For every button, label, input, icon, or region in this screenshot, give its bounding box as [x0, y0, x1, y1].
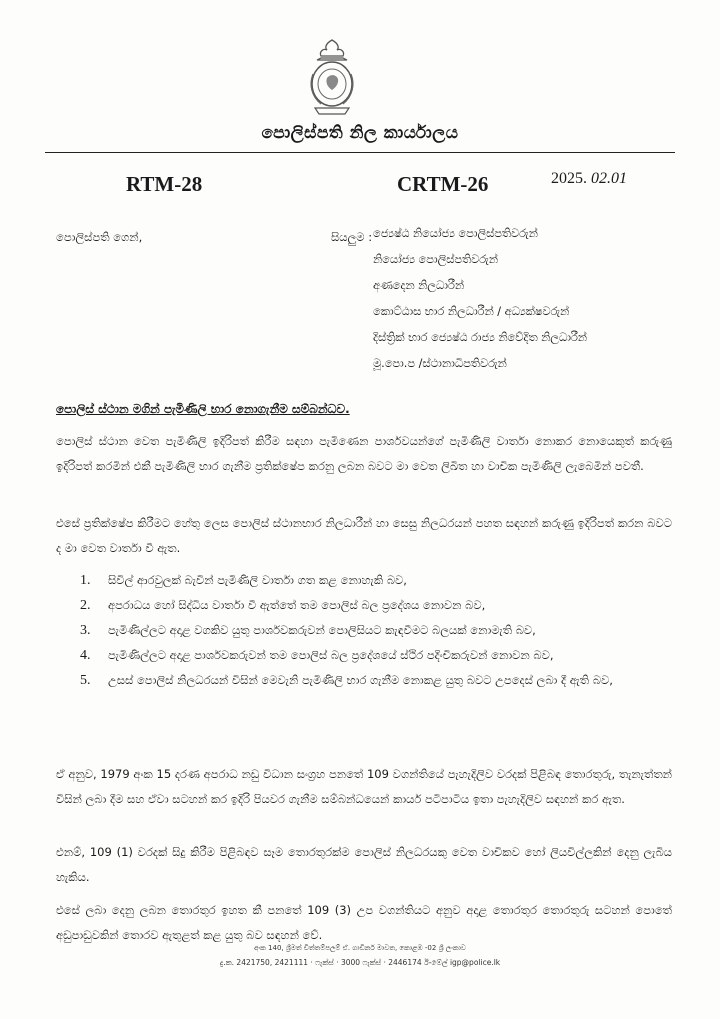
reason-item [80, 643, 672, 668]
footer-contact: දු.ක. 2421750, 2421111 · ෆැක්ස් · 3000 ෆැක්ස් · 2446174 ඊ-මේල් igp@police.lk [219, 958, 501, 967]
body-paragraph-3: ඒ අනුව, 1979 අංක 15 දරණ අපරාධ නඩු විධාන සංග්‍රහ පනතේ 109 වගන්තියේ පැහැදිලිව වරදක් පිළිබඳ තොරතුරු, තැනැත්තන් විසින් ලබා දීම සහ ඒවා සටහන් කර ඉදිරි පියවර ගැනීම සම්බන්ධයෙන් කාර්ය පටිපාටිය ඉතා පැහැදිලිව සඳහන් කර ඇත. [56, 767, 672, 806]
recipient-item: ජ්‍යෙෂ්ඨ නියෝජ්‍ය පොලිස්පතිවරුන් [373, 227, 538, 240]
date-handwritten: 02.01 [591, 170, 627, 187]
reasons-list [80, 568, 672, 693]
reason-item [80, 668, 672, 693]
body-paragraph-4: එනම්, 109 (1) වරදක් සිදු කිරීම පිළිබඳව සෑම තොරතුරක්ම පොලිස් නිලධරයකු වෙත වාචිකව හෝ ලියවිල්ලකින් දෙනු ලැබිය හැකිය. [56, 845, 672, 884]
sender-line: පොලිස්පති ගෙන්, [56, 230, 143, 244]
date-year: 2025. [551, 170, 587, 187]
recipient-item: කොට්ඨාස භාර නිලධාරීන් / අධ්‍යක්ෂවරුන් [373, 305, 570, 318]
reason-item [80, 593, 672, 618]
body-paragraph-5: එසේ ලබා දෙනු ලබන තොරතුර ඉහත කී පනතේ 109 (3) උප වගන්තියට අනුව අදාළ තොරතුර තොරතුරු සටහන් පොතේ අඩුපාඩුවකින් තොරව ඇතුළත් කළ යුතු බව සඳහන් වේ. [56, 903, 672, 942]
reason-number: 3. [80, 623, 91, 638]
reference-rtm: RTM-28 [126, 172, 203, 196]
reason-text: පැමිණිල්ලට අදාළ පාර්ශවකරුවන් තම පොලිස් බල ප්‍රදේශයේ ස්ථිර පදිංචිකරුවන් නොවන බව, [108, 648, 554, 662]
header-rule [45, 152, 675, 153]
recipients-label: සියලුම : [331, 230, 373, 244]
body-paragraph-2: එසේ ප්‍රතික්ෂේප කිරීමට හේතු ලෙස පොලිස් ස්ථානභාර නිලධාරීන් හා සෙසු නිලධරයන් පහත සඳහන් කරුණු ඉදිරිපත් කරන බවට ද මා වෙත වාර්තා වී ඇත. [56, 516, 672, 555]
reason-number: 2. [80, 598, 91, 613]
letter-date [551, 170, 627, 188]
office-title: පොලිස්පති නිල කාර්යාලය [261, 123, 459, 143]
body-paragraph-1: පොලිස් ස්ථාන වෙත පැමිණිලි ඉදිරිපත් කිරීම සඳහා පැමිණෙන පාර්ශවයන්ගේ පැමිණිලි වාර්තා නොකර නොයෙකුත් කරුණු ඉදිරිපත් කරමින් එකී පැමිණිලි භාර ගැනීම ප්‍රතික්ෂේප කරනු ලබන බවට මා වෙත ලිඛිත හා වාචික පැමිණිලි ලැබෙමින් පවතී. [56, 434, 672, 473]
reason-number: 1. [80, 573, 91, 588]
recipient-item: නියෝජ්‍ය පොලිස්පතිවරුන් [373, 253, 498, 266]
reason-number: 4. [80, 648, 91, 663]
reason-text: උසස් පොලිස් නිලධරයන් විසින් මෙවැනි පැමිණිලි භාර ගැනීම නොකළ යුතු බවට උපදෙස් ලබා දී ඇති බව, [108, 673, 613, 687]
reason-text: සිවිල් ආරවුලක් බැවින් පැමිණිලි වාර්තා ගත කළ නොහැකි බව, [108, 573, 407, 587]
reason-item [80, 618, 672, 643]
footer-address: අංක 140, ශ්‍රීමත් චිත්තම්පලම් ඒ. ගාඩිනර් මාවත, කොළඹ -02 ශ්‍රී ලංකාව [254, 944, 466, 952]
reason-number: 5. [80, 673, 91, 688]
reason-text: පැමිණිල්ලට අදාළ වගකිව යුතු පාර්ශවකරුවන් පොලිසියට කැඳවීමට බලයක් නොමැති බව, [108, 623, 536, 637]
reason-text: අපරාධය හෝ සිද්ධිය වාර්තා වී ඇත්තේ තම පොලිස් බල ප්‍රදේශය නොවන බව, [108, 598, 486, 612]
letter-subject: පොලිස් ස්ථාන මගින් පැමිණිලි භාර නොගැනීම සම්බන්ධව. [56, 402, 350, 416]
recipient-item: දිස්ත්‍රික් භාර ජ්‍යෙෂ්ඨ රාජ්‍ය නිවේදිත නිලධාරීන් [373, 331, 587, 344]
recipients-list [373, 222, 587, 378]
recipient-item: අණදෙන නිලධාරීන් [373, 279, 464, 292]
police-emblem-icon [303, 38, 361, 118]
reason-item [80, 568, 672, 593]
recipient-item: මූ.පො.ප /ස්ථානාධිපතිවරුන් [373, 357, 507, 370]
reference-crtm: CRTM-26 [397, 172, 489, 196]
